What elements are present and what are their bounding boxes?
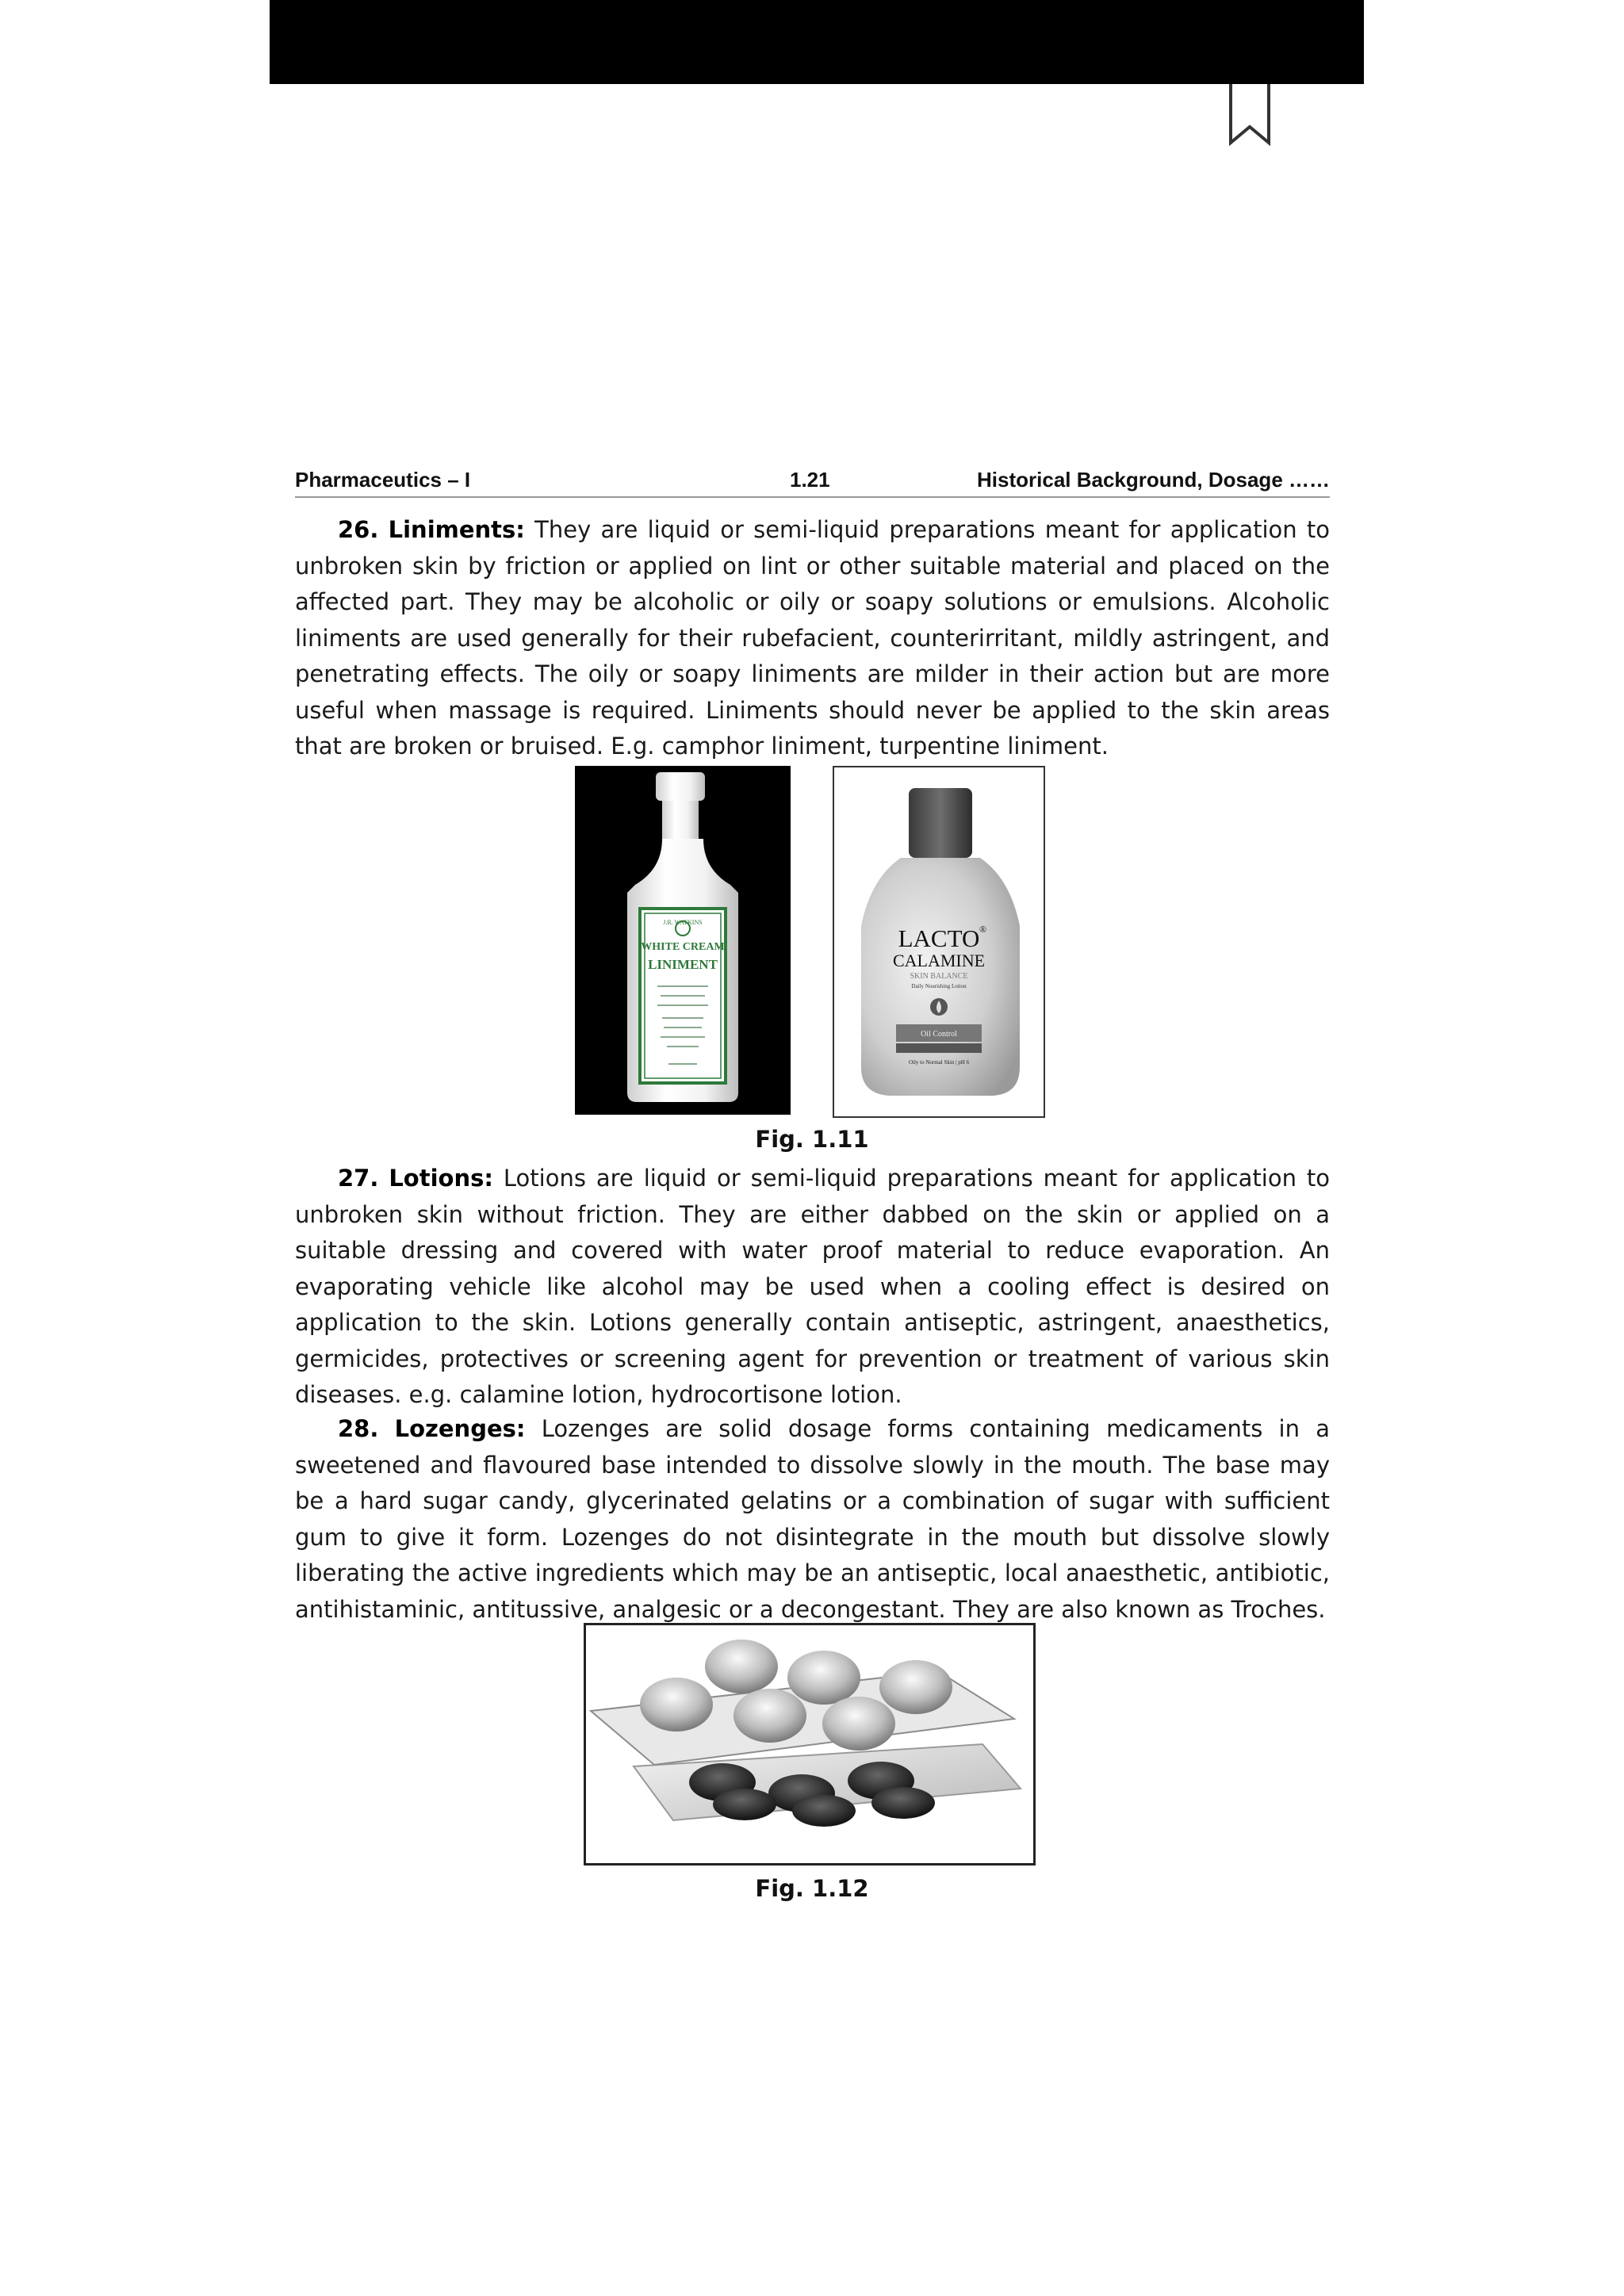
section-lozenges: [295, 1411, 1330, 1628]
section-body: Lozenges are solid dosage forms containing medicaments in a sweetened and flavoured base intended to dissolve slowly in the mouth. The base may be a hard sugar candy, glycerinated gelatins or a combination of sugar with sufficient gum to give it form. Lozenges do not disintegrate in the mouth but dissolve slowly liberating the active ingredients which may be an antiseptic, local anaesthetic, antibiotic, antihistaminic, antitussive, analgesic or a decongestant. They are also known as Troches.: [295, 1415, 1330, 1623]
header-page-number: 1.21: [790, 468, 830, 492]
section-liniments: [295, 512, 1330, 765]
section-title: Lozenges:: [394, 1415, 526, 1442]
calamine-product: CALAMINE: [892, 951, 986, 970]
calamine-footer: Oily to Normal Skin | pH 6: [908, 1059, 970, 1066]
figure-caption: Fig. 1.11: [755, 1126, 869, 1153]
section-body: Lotions are liquid or semi-liquid preparations meant for application to unbroken skin without friction. They are either dabbed on the skin or applied on a suitable dressing and covered with water proof material to reduce evaporation. An evaporating vehicle like alcohol may be used when a cooling effect is desired on application to the skin. Lotions generally contain antiseptic, astringent, anaesthetics, germicides, protectives or screening agent for prevention or treatment of various skin diseases. e.g. calamine lotion, hydrocortisone lotion.: [295, 1165, 1331, 1408]
lozenge-blister-pack-image: [584, 1623, 1036, 1866]
liniment-label-type: LINIMENT: [648, 957, 718, 972]
section-number: 28.: [338, 1415, 379, 1442]
calamine-band: Oil Control: [921, 1030, 957, 1039]
section-lotions: [295, 1161, 1330, 1414]
section-number: 27.: [338, 1165, 379, 1192]
bookmark-icon[interactable]: [1228, 82, 1272, 146]
header-book-title: Pharmaceutics – I: [295, 468, 471, 492]
calamine-tagline: SKIN BALANCE: [910, 972, 968, 981]
liniment-label-brand: J.R. WATKINS: [663, 919, 703, 926]
calamine-subtitle: Daily Nourishing Lotion: [911, 983, 967, 989]
section-number: 26.: [338, 516, 379, 543]
running-header: [295, 468, 1330, 498]
section-title: Lotions:: [389, 1165, 493, 1192]
section-body: They are liquid or semi-liquid preparations meant for application to unbroken skin by friction or applied on lint or other suitable material and placed on the affected part. They may be alcoholic or oily or soapy solutions or emulsions. Alcoholic liniments are used generally for their rubefacient, counterirritant, mildly astringent, and penetrating effects. The oily or soapy liniments are milder in their action but are more useful when massage is required. Liniments should never be applied to the skin areas that are broken or bruised. E.g. camphor liniment, turpentine liniment.: [295, 516, 1331, 760]
top-bar: [270, 0, 1364, 84]
liniment-bottle-image: [575, 766, 791, 1115]
header-chapter-title: Historical Background, Dosage ……: [977, 468, 1330, 492]
section-title: Liniments:: [388, 516, 525, 543]
calamine-lotion-bottle-image: [833, 766, 1045, 1118]
calamine-brand-mark: ®: [979, 924, 987, 935]
figure-caption: Fig. 1.12: [755, 1875, 869, 1902]
calamine-brand: LACTO: [898, 924, 980, 952]
liniment-label-name: WHITE CREAM: [641, 941, 725, 953]
